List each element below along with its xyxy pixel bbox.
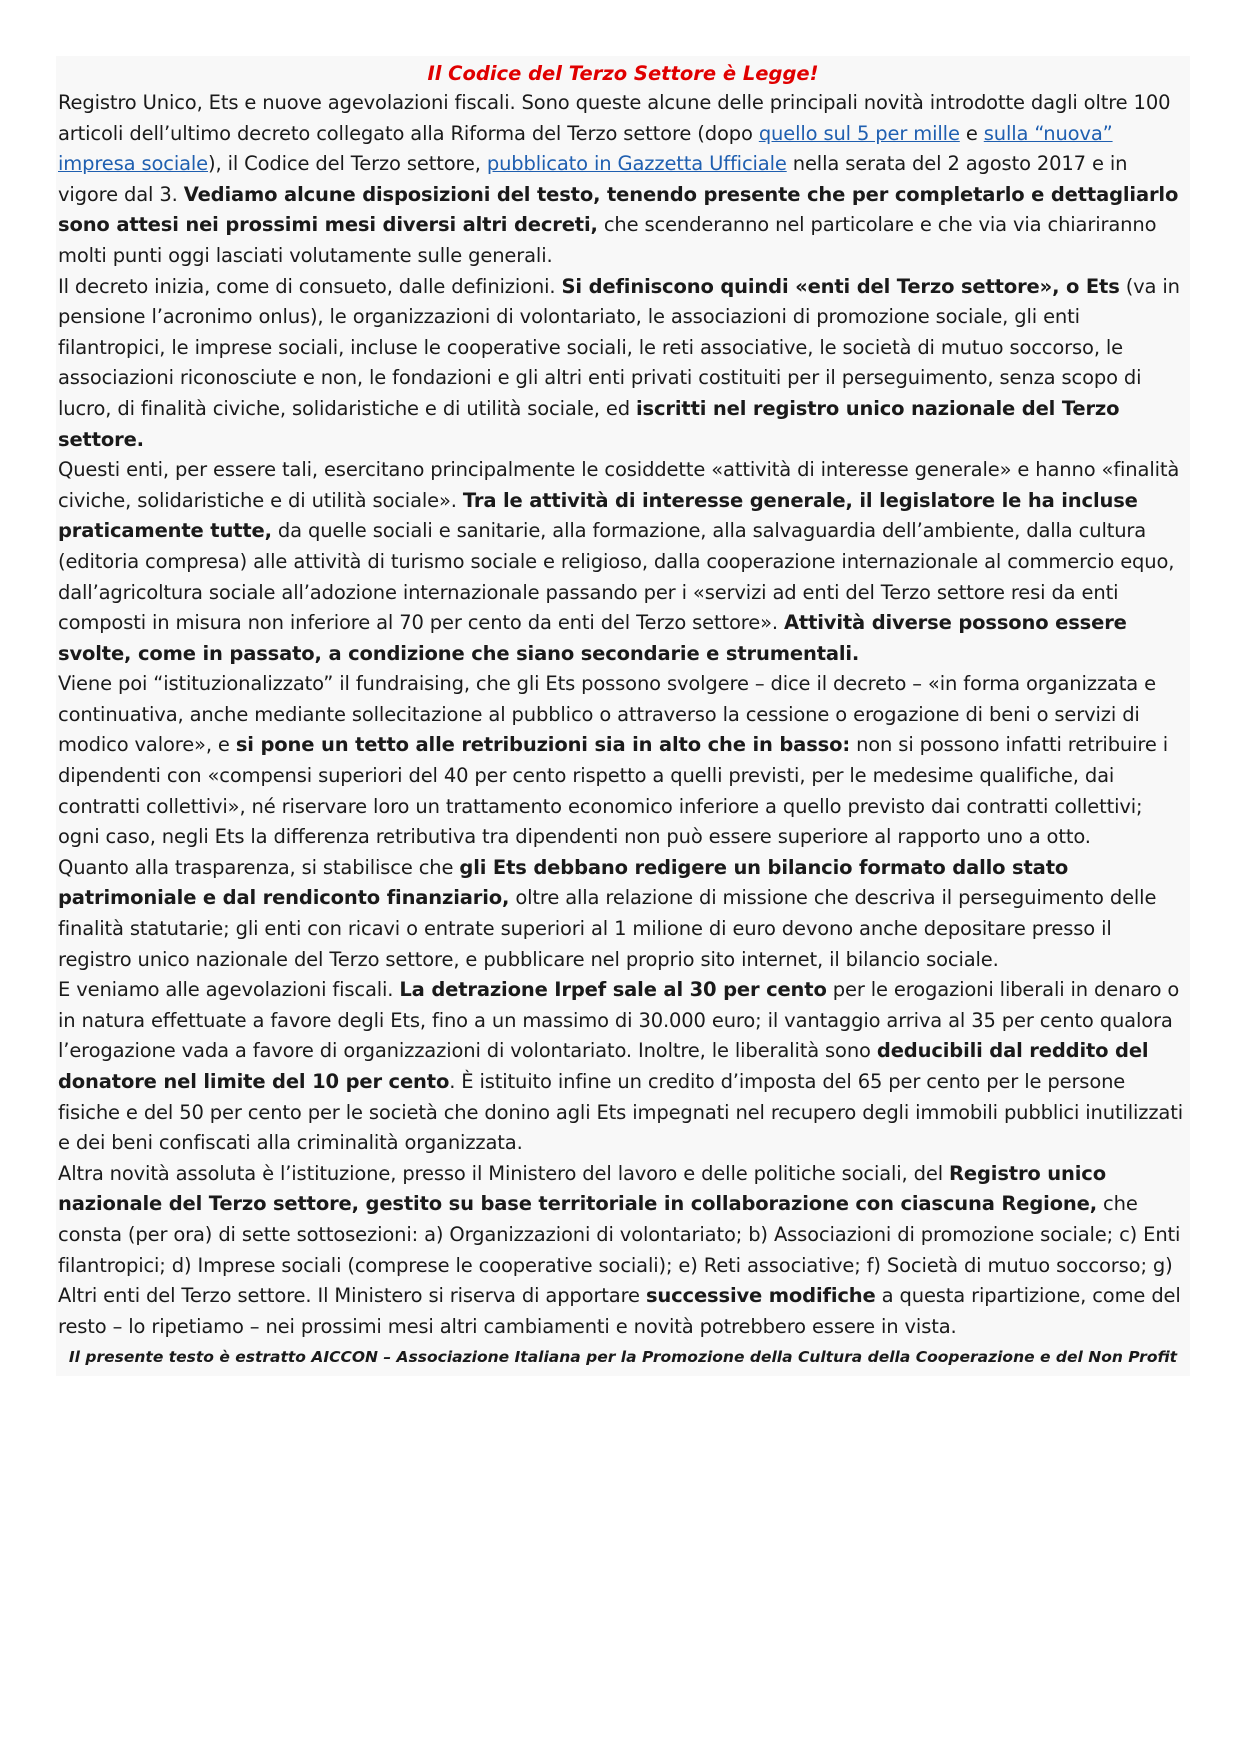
source-note: Il presente testo è estratto AICCON – Associazione Italiana per la Promozione della Cultura della Cooperazione e del Non Profit bbox=[68, 1348, 1178, 1367]
bold-text: Attività diverse possono essere svolte, come in passato, a condizione che siano secondarie e strumentali. bbox=[58, 611, 1127, 665]
body-text: Registro Unico, Ets e nuove agevolazioni fiscali. Sono queste alcune delle principali novità introdotte dagli oltre 100 articoli dell’ultimo decreto collegato alla Riforma del Terzo settore (dopo bbox=[58, 91, 1171, 145]
body-text: (va in pensione l’acronimo onlus), le organizzazioni di volontariato, le associazioni di promozione sociale, gli enti filantropici, le imprese sociali, incluse le cooperative sociali, le reti associative, le società di mutuo soccorso, le associazioni riconosciute e non, le fondazioni e gli altri enti privati costituiti per il perseguimento, senza scopo di lucro, di finalità civiche, solidaristiche e di utilità sociale, ed bbox=[58, 274, 1180, 420]
paragraph-registry bbox=[58, 1159, 1188, 1343]
body-text: e bbox=[959, 121, 984, 145]
body-text: . È istituito infine un credito d’imposta del 65 per cento per le persone fisiche e del 50 per cento per le società che donino agli Ets impegnati nel recupero degli immobili pubblici inutilizzati e dei beni confiscati alla criminalità organizzata. bbox=[58, 1070, 1183, 1155]
paragraph-activities bbox=[58, 455, 1188, 669]
body-text: Viene poi “istituzionalizzato” il fundraising, che gli Ets possono svolgere – dice il decreto – «in forma organizzata e continuativa, anche mediante sollecitazione al pubblico o attraverso la cessione o erogazione di beni o servizi di modico valore», e bbox=[58, 672, 1156, 757]
body-text: che scenderanno nel particolare e che via via chiariranno molti punti oggi lasciati volutamente sulle generali. bbox=[58, 213, 1157, 267]
bold-text: La detrazione Irpef sale al 30 per cento bbox=[399, 978, 827, 1002]
body-text: che consta (per ora) di sette sottosezioni: a) Organizzazioni di volontariato; b) Associazioni di promozione sociale; c) Enti filantropici; d) Imprese sociali (comprese le cooperative sociali); e) Reti associative; f) Società di mutuo soccorso; g) Altri enti del Terzo settore. Il Ministero si riserva di apportare bbox=[58, 1192, 1181, 1308]
body-text: da quelle sociali e sanitarie, alla formazione, alla salvaguardia dell’ambiente, dalla cultura (editoria compresa) alle attività di turismo sociale e religioso, dalla cooperazione internazionale al commercio equo, dall’agricoltura sociale all’adozione internazionale passando per i «servizi ad enti del Terzo settore resi da enti composti in misura non inferiore al 70 per cento da enti del Terzo settore». bbox=[58, 519, 1175, 635]
body-text: non si possono infatti retribuire i dipendenti con «compensi superiori del 40 per cento rispetto a quelli previsti, per le medesime qualifiche, dai contratti collettivi», né riservare loro un trattamento economico inferiore a quello previsto dai contratti collettivi; ogni caso, negli Ets la differenza retributiva tra dipendenti non può essere superiore al rapporto uno a otto. bbox=[58, 733, 1169, 849]
body-text: Il decreto inizia, come di consueto, dalle definizioni. bbox=[58, 274, 562, 298]
bold-text: Si definiscono quindi «enti del Terzo settore», o Ets bbox=[561, 274, 1120, 298]
inline-link[interactable]: quello sul 5 per mille bbox=[758, 121, 960, 145]
bold-text: Vediamo alcune disposizioni del testo, tenendo presente che per completarlo e dettagliarlo sono attesi nei prossimi mesi diversi altri decreti, bbox=[58, 182, 1179, 237]
body-text: Questi enti, per essere tali, esercitano principalmente le cosiddette «attività di interesse generale» e hanno «finalità civiche, solidaristiche e di utilità sociale». bbox=[58, 458, 1180, 512]
paragraph-definitions bbox=[58, 272, 1188, 456]
bold-text: Tra le attività di interesse generale, il legislatore le ha incluse praticamente tutte, bbox=[58, 488, 1138, 543]
body-text: E veniamo alle agevolazioni fiscali. bbox=[58, 978, 400, 1002]
bold-text: iscritti nel registro unico nazionale del Terzo settore. bbox=[58, 396, 1120, 451]
paragraph-transparency bbox=[58, 853, 1188, 975]
body-text: Altra novità assoluta è l’istituzione, presso il Ministero del lavoro e delle politiche sociali, del bbox=[58, 1161, 950, 1185]
paragraph-tax-benefits bbox=[58, 975, 1188, 1159]
article-title: Il Codice del Terzo Settore è Legge! bbox=[427, 62, 819, 85]
body-text: oltre alla relazione di missione che descriva il perseguimento delle finalità statutarie; gli enti con ricavi o entrate superiori al 1 milione di euro devono anche depositare presso il registro unico nazionale del Terzo settore, e pubblicare nel proprio sito internet, il bilancio sociale. bbox=[58, 886, 1157, 971]
inline-link[interactable]: sulla “nuova” impresa sociale bbox=[58, 121, 1113, 176]
bold-text: Registro unico nazionale del Terzo settore, gestito su base territoriale in collaborazione con ciascuna Regione, bbox=[58, 1161, 1106, 1216]
inline-link[interactable]: pubblicato in Gazzetta Ufficiale bbox=[486, 152, 787, 176]
article-body bbox=[56, 56, 1190, 1376]
body-text: nella serata del 2 agosto 2017 e in vigore dal 3. bbox=[58, 152, 1128, 206]
paragraph-intro bbox=[58, 88, 1188, 272]
body-text: ), il Codice del Terzo settore, bbox=[208, 152, 487, 176]
bold-text: deducibili dal reddito del donatore nel limite del 10 per cento bbox=[58, 1039, 1149, 1093]
bold-text: successive modifiche bbox=[645, 1284, 876, 1308]
body-text: per le erogazioni liberali in denaro o in natura effettuate a favore degli Ets, fino a un massimo di 30.000 euro; il vantaggio arriva al 35 per cento qualora l’erogazione vada a favore di organizzazioni di volontariato. Inoltre, le liberalità sono bbox=[58, 978, 1180, 1063]
body-text: a questa ripartizione, come del resto – lo ripetiamo – nei prossimi mesi altri cambiamenti e novità potrebbero essere in vista. bbox=[58, 1284, 1181, 1338]
body-text: Quanto alla trasparenza, si stabilisce che bbox=[58, 855, 460, 879]
bold-text: gli Ets debbano redigere un bilancio formato dallo stato patrimoniale e dal rendiconto finanziario, bbox=[58, 855, 1069, 910]
paragraph-fundraising bbox=[58, 669, 1188, 853]
bold-text: si pone un tetto alle retribuzioni sia in alto che in basso: bbox=[235, 733, 851, 757]
